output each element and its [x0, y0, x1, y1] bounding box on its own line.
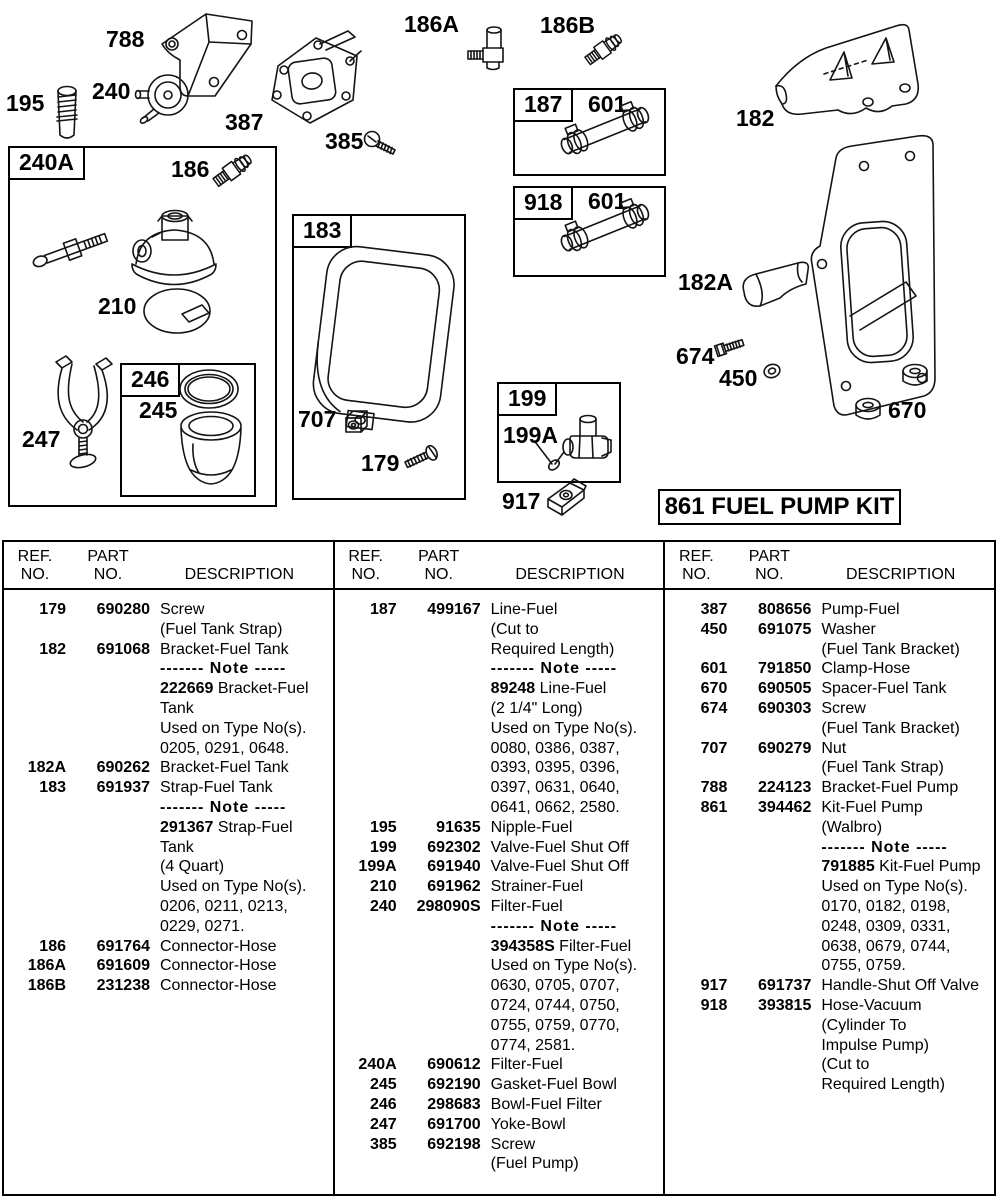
ref-no-cell: 186 [39, 937, 66, 955]
table-row [335, 600, 664, 818]
spacer-fuel-tank-drawing [853, 396, 883, 424]
description-cell [481, 877, 664, 897]
description-line: Strainer-Fuel [490, 878, 584, 896]
part-no-cell: 691737 [757, 977, 812, 995]
description-line: Clamp-Hose [821, 660, 911, 678]
ref-no-header [4, 546, 66, 584]
ref-no-cell: 385 [369, 1135, 397, 1153]
description-line: 0397, 0631, 0640, [490, 779, 620, 797]
description-line: 0724, 0744, 0750, [490, 996, 620, 1014]
description-cell [811, 620, 994, 660]
washer-fuel-tank-bracket-drawing [762, 361, 782, 381]
table-row [335, 1135, 664, 1175]
description-cell [150, 640, 333, 759]
description-header-label: DESCRIPTION [184, 566, 294, 583]
table-row [4, 758, 333, 778]
part-header-line1: PART [87, 548, 129, 565]
part-no-cell: 690505 [757, 680, 812, 698]
description-line: ------- Note ----- [490, 917, 618, 935]
callout-450: 450 [719, 365, 758, 391]
bowl-fuel-filter-drawing [179, 410, 243, 490]
gasket-fuel-bowl-drawing [178, 366, 240, 412]
callout-245: 245 [139, 397, 178, 423]
box-label-918: 918 [513, 186, 573, 220]
part-no-cell: 808656 [757, 601, 812, 618]
table-row [4, 640, 333, 759]
description-cell [150, 758, 333, 778]
callout-917: 917 [502, 488, 541, 514]
part-no-header [66, 546, 150, 584]
ref-header-line1: REF. [17, 548, 53, 565]
description-line: Filter-Fuel [490, 897, 563, 915]
description-line: Kit-Fuel Pump [821, 798, 923, 816]
table-row [665, 699, 994, 739]
description-line: Bracket-Fuel Tank [160, 759, 289, 777]
table-row [4, 976, 333, 996]
description-line: Spacer-Fuel Tank [821, 680, 947, 698]
ref-no-cell: 186B [27, 977, 66, 995]
part-header-line1: PART [418, 548, 460, 565]
description-line: ------- Note ----- [821, 838, 948, 856]
part-no-cell: 692198 [427, 1135, 481, 1153]
part-no-cell: 691075 [757, 620, 812, 638]
callout-186: 186 [171, 156, 210, 182]
callout-179: 179 [361, 450, 400, 476]
valve-fuel-shut-off-drawing [548, 412, 612, 470]
description-line: Connector-Hose [160, 957, 277, 975]
description-line: 0248, 0309, 0331, [821, 917, 951, 935]
ref-no-cell: 183 [39, 779, 66, 797]
description-cell [481, 897, 664, 1055]
ref-no-cell: 247 [369, 1115, 397, 1133]
description-line: Valve-Fuel Shut Off [490, 838, 629, 856]
table-row [335, 1055, 664, 1075]
table-header [335, 542, 664, 590]
ref-no-cell: 918 [700, 996, 728, 1014]
table-row [335, 818, 664, 838]
callout-674: 674 [676, 343, 715, 369]
part-no-cell: 791850 [757, 660, 812, 678]
description-line: Line-Fuel [490, 601, 558, 618]
description-line: Screw [821, 699, 866, 717]
part-no-cell: 692302 [427, 838, 481, 856]
description-cell [481, 1115, 664, 1135]
spacer-fuel-tank-drawing [900, 362, 930, 390]
description-line: Handle-Shut Off Valve [821, 977, 980, 995]
table-row [4, 937, 333, 957]
bracket-fuel-tank-upper-drawing [768, 22, 943, 148]
filter-fuel-fitting-drawing [28, 220, 120, 278]
fuel-pump-kit-label: 861 FUEL PUMP KIT [664, 493, 895, 520]
description-line: Used on Type No(s). [490, 719, 638, 737]
description-header [481, 546, 660, 584]
description-line: 291367 Strap-Fuel [160, 818, 293, 836]
description-line: 0755, 0759, 0770, [490, 1016, 620, 1034]
part-no-cell: 690612 [427, 1056, 481, 1074]
table-row [665, 996, 994, 1095]
description-cell [481, 1135, 664, 1175]
bracket-fuel-tank-182a-drawing [736, 258, 818, 314]
description-line: Screw [490, 1135, 536, 1153]
line-fuel-with-clamps-drawing [548, 91, 660, 168]
ref-no-cell: 186A [27, 957, 66, 975]
filter-fuel-drawing [134, 70, 190, 122]
description-line: (4 Quart) [160, 858, 225, 876]
connector-hose-186-drawing [210, 148, 256, 192]
ref-header-line2: NO. [351, 566, 380, 583]
description-line: Required Length) [490, 640, 615, 658]
table-rows [4, 590, 333, 996]
callout-387: 387 [225, 109, 264, 135]
ref-no-cell: 199 [369, 838, 397, 856]
description-header [150, 546, 329, 584]
part-no-cell: 298090S [416, 897, 481, 915]
ref-no-cell: 861 [700, 798, 728, 816]
part-no-cell: 690280 [96, 601, 150, 618]
description-line: 0205, 0291, 0648. [160, 739, 290, 757]
description-line: Screw [160, 601, 205, 618]
screw-fuel-pump-drawing [363, 128, 399, 160]
description-cell [481, 600, 664, 818]
table-row [665, 600, 994, 620]
description-cell [481, 818, 664, 838]
connector-hose-186b-drawing [582, 28, 626, 70]
strainer-fuel-drawing [140, 284, 214, 338]
description-line: (Fuel Tank Bracket) [821, 719, 960, 737]
box-label-187: 187 [513, 88, 573, 122]
part-no-cell: 298683 [427, 1095, 481, 1113]
ref-no-cell: 670 [700, 680, 728, 698]
description-line: Connector-Hose [160, 937, 277, 955]
table-row [665, 778, 994, 798]
box-label-183: 183 [292, 214, 352, 248]
ref-no-cell: 195 [369, 818, 397, 836]
description-line: Required Length) [821, 1076, 945, 1094]
description-header-label: DESCRIPTION [515, 566, 625, 583]
ref-no-cell: 240A [358, 1056, 397, 1074]
parts-diagram [0, 0, 1000, 538]
description-cell [150, 600, 333, 640]
part-no-cell: 691962 [427, 878, 481, 896]
description-cell [150, 778, 333, 936]
callout-186B: 186B [540, 12, 595, 38]
callout-240: 240 [92, 78, 131, 104]
ref-no-header [335, 546, 397, 584]
connector-hose-186a-drawing [464, 24, 504, 70]
description-line: 0755, 0759. [821, 957, 906, 975]
part-no-cell: 231238 [96, 977, 150, 995]
description-cell [811, 778, 994, 798]
description-line: Tank [160, 838, 194, 856]
screw-fuel-tank-bracket-drawing [714, 334, 748, 362]
description-line: 0080, 0386, 0387, [490, 739, 620, 757]
table-row [335, 897, 664, 1055]
ref-header-line2: NO. [20, 566, 50, 583]
description-line: (Fuel Tank Strap) [160, 620, 283, 638]
part-no-cell: 691068 [96, 640, 150, 658]
description-line: (Walbro) [821, 818, 883, 836]
table-row [335, 838, 664, 858]
description-cell [811, 739, 994, 779]
callout-601-upper: 601 [588, 91, 627, 117]
table-row [665, 798, 994, 976]
table-row [665, 679, 994, 699]
table-row [665, 659, 994, 679]
part-no-cell: 393815 [757, 996, 812, 1014]
ref-no-cell: 450 [700, 620, 728, 638]
part-no-cell: 690262 [96, 759, 150, 777]
ref-no-cell: 245 [369, 1076, 397, 1094]
ref-no-cell: 182 [39, 640, 66, 658]
table-header [4, 542, 333, 590]
description-cell [481, 857, 664, 877]
table-row [665, 976, 994, 996]
ref-no-header [665, 546, 727, 584]
description-line: Strap-Fuel Tank [160, 779, 273, 797]
callout-707: 707 [298, 406, 337, 432]
table-row [335, 1095, 664, 1115]
description-line: 0638, 0679, 0744, [821, 937, 951, 955]
table-rows [665, 590, 994, 1095]
callout-788: 788 [106, 26, 145, 52]
description-line: 0641, 0662, 2580. [490, 798, 620, 816]
description-line: (2 1/4" Long) [490, 699, 583, 717]
table-row [665, 620, 994, 660]
part-no-cell: 499167 [427, 601, 481, 618]
description-line: Hose-Vacuum [821, 996, 922, 1014]
handle-shut-off-valve-drawing [540, 477, 590, 521]
part-no-cell: 691609 [96, 957, 150, 975]
callout-195: 195 [6, 90, 45, 116]
description-line: (Fuel Pump) [490, 1155, 579, 1173]
description-cell [481, 1075, 664, 1095]
description-line: Used on Type No(s). [160, 878, 307, 896]
nut-fuel-tank-strap-drawing [341, 406, 371, 436]
ref-no-cell: 917 [700, 977, 728, 995]
ref-header-line1: REF. [348, 548, 383, 565]
description-line: Washer [821, 620, 876, 638]
table-column-2 [333, 542, 664, 1194]
description-line: Used on Type No(s). [821, 878, 968, 896]
table-row [335, 877, 664, 897]
table-column-1 [4, 542, 333, 1194]
box-label-240A: 240A [8, 146, 85, 180]
description-line: Tank [160, 699, 194, 717]
description-line: 0170, 0182, 0198, [821, 897, 951, 915]
ref-no-cell: 240 [369, 897, 397, 915]
nipple-fuel-drawing [50, 84, 84, 142]
callout-247: 247 [22, 426, 61, 452]
description-line: 0630, 0705, 0707, [490, 977, 620, 995]
description-line: 0393, 0395, 0396, [490, 759, 620, 777]
description-line: 791885 Kit-Fuel Pump [821, 858, 981, 876]
description-line: Used on Type No(s). [490, 957, 638, 975]
box-label-246: 246 [120, 363, 180, 397]
part-no-header [727, 546, 811, 584]
part-header-line2: NO. [424, 566, 453, 583]
ref-no-cell: 674 [700, 699, 728, 717]
description-line: ------- Note ----- [160, 798, 287, 816]
description-line: Gasket-Fuel Bowl [490, 1076, 617, 1094]
description-line: Connector-Hose [160, 977, 277, 995]
table-row [335, 1115, 664, 1135]
description-line: ------- Note ----- [490, 660, 618, 678]
part-no-cell: 91635 [436, 818, 481, 836]
ref-no-cell: 788 [700, 779, 728, 797]
description-line: Impulse Pump) [821, 1036, 929, 1054]
ref-no-cell: 187 [369, 601, 397, 618]
table-row [335, 1075, 664, 1095]
description-cell [811, 996, 994, 1095]
callout-182: 182 [736, 105, 775, 131]
table-rows [335, 590, 664, 1174]
description-line: ------- Note ----- [160, 660, 287, 678]
description-line: (Cylinder To [821, 1016, 907, 1034]
part-no-cell: 691700 [427, 1115, 481, 1133]
callout-182A: 182A [678, 269, 733, 295]
ref-no-cell: 199A [358, 858, 397, 876]
description-cell [481, 1055, 664, 1075]
description-line: Filter-Fuel [490, 1056, 563, 1074]
description-cell [811, 798, 994, 976]
table-row [335, 857, 664, 877]
description-cell [811, 679, 994, 699]
ref-no-cell: 182A [27, 759, 66, 777]
part-no-cell: 691764 [96, 937, 150, 955]
description-line: 222669 Bracket-Fuel [160, 680, 309, 698]
table-row [4, 600, 333, 640]
filter-fuel-body-drawing [122, 206, 226, 296]
description-cell [150, 956, 333, 976]
table-column-3 [663, 542, 994, 1194]
ref-header-line1: REF. [679, 548, 714, 565]
box-label-199: 199 [497, 382, 557, 416]
description-line: Valve-Fuel Shut Off [490, 858, 629, 876]
screw-fuel-tank-strap-drawing [402, 442, 444, 474]
ref-no-cell: 246 [369, 1095, 397, 1113]
callout-199A: 199A [503, 422, 558, 448]
description-line: (Cut to [490, 620, 539, 638]
ref-header-line2: NO. [682, 566, 711, 583]
part-no-cell: 224123 [757, 779, 812, 797]
description-cell [481, 1095, 664, 1115]
ref-no-cell: 210 [369, 878, 397, 896]
part-header-line2: NO. [755, 566, 784, 583]
description-cell [150, 937, 333, 957]
part-no-cell: 691937 [96, 779, 150, 797]
description-line: 89248 Line-Fuel [490, 680, 607, 698]
description-line: Bracket-Fuel Tank [160, 640, 289, 658]
description-line: (Fuel Tank Bracket) [821, 640, 960, 658]
table-row [4, 956, 333, 976]
ref-no-cell: 707 [700, 739, 728, 757]
callout-210: 210 [98, 293, 137, 319]
table-header [665, 542, 994, 590]
part-header-line1: PART [748, 548, 790, 565]
callout-601-lower: 601 [588, 188, 627, 214]
description-cell [150, 976, 333, 996]
part-no-cell: 394462 [757, 798, 812, 816]
description-line: Nipple-Fuel [490, 818, 573, 836]
hose-vacuum-with-clamps-drawing [548, 188, 660, 265]
description-header [811, 546, 990, 584]
description-cell [811, 659, 994, 679]
callout-670: 670 [888, 397, 927, 423]
description-cell [811, 600, 994, 620]
description-line: (Cut to [821, 1056, 870, 1074]
ref-no-cell: 601 [700, 660, 728, 678]
part-no-cell: 692190 [427, 1076, 481, 1094]
description-line: (Fuel Tank Strap) [821, 759, 944, 777]
ref-no-cell: 387 [700, 601, 728, 618]
strap-fuel-tank-drawing [305, 240, 457, 452]
description-line: 0229, 0271. [160, 917, 245, 935]
part-no-header [397, 546, 481, 584]
description-line: Pump-Fuel [821, 601, 900, 618]
ref-no-cell: 179 [39, 601, 66, 618]
description-line: Bowl-Fuel Filter [490, 1095, 602, 1113]
yoke-bowl-drawing [50, 352, 114, 472]
description-line: Bracket-Fuel Pump [821, 779, 959, 797]
description-line: 0774, 2581. [490, 1036, 576, 1054]
description-line: 0206, 0211, 0213, [160, 897, 288, 915]
description-cell [811, 699, 994, 739]
description-cell [481, 838, 664, 858]
parts-table [2, 540, 996, 1196]
description-line: Nut [821, 739, 847, 757]
description-line: Yoke-Bowl [490, 1115, 566, 1133]
part-no-cell: 691940 [427, 858, 481, 876]
pump-fuel-drawing [262, 28, 362, 130]
part-header-line2: NO. [93, 566, 123, 583]
part-no-cell: 690303 [757, 699, 812, 717]
description-line: 394358S Filter-Fuel [490, 937, 632, 955]
description-header-label: DESCRIPTION [846, 566, 956, 583]
fuel-pump-kit-box [658, 489, 901, 525]
part-no-cell: 690279 [757, 739, 812, 757]
callout-385: 385 [325, 128, 364, 154]
table-row [4, 778, 333, 936]
description-cell [811, 976, 994, 996]
table-row [665, 739, 994, 779]
callout-186A: 186A [404, 11, 459, 37]
description-line: Used on Type No(s). [160, 719, 307, 737]
